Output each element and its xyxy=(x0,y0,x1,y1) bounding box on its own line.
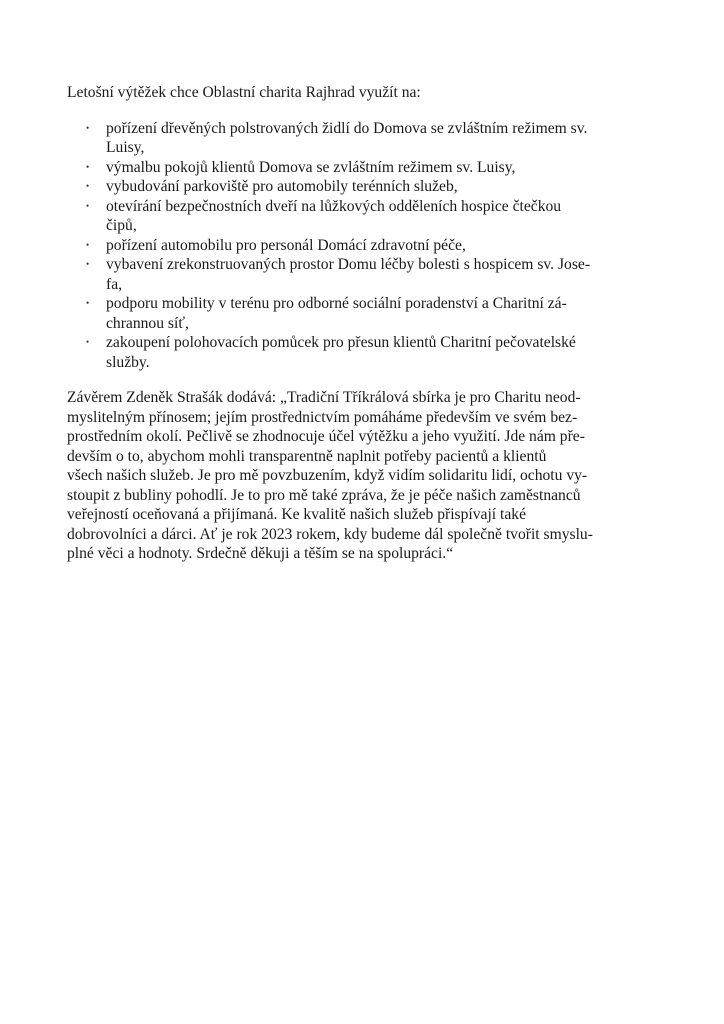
bullet-line: pořízení automobilu pro personál Domácí zdravotní péče, xyxy=(106,236,466,254)
closing-paragraph xyxy=(67,388,651,564)
intro-paragraph: Letošní výtěžek chce Oblastní charita Rajhrad využít na: xyxy=(67,84,421,101)
bullet-item xyxy=(67,158,651,178)
bullet-dot-icon: • xyxy=(86,259,90,269)
bullet-line: Luisy, xyxy=(106,139,145,156)
bullet-list xyxy=(67,119,651,373)
bullet-line: zakoupení polohovacích pomůcek pro přesun klientů Charitní pečovatelské xyxy=(106,334,576,351)
bullet-dot-icon: • xyxy=(86,200,90,211)
closing-line: myslitelným přínosem; jejím prostřednictvím pomáháme především ve svém bez- xyxy=(67,408,578,426)
bullet-line: služby. xyxy=(106,353,150,371)
bullet-dot-icon: • xyxy=(86,181,90,191)
closing-line: stoupit z bubliny pohodlí. Je to pro mě také zpráva, že je péče našich zaměstnanců xyxy=(67,486,581,504)
document-body xyxy=(67,83,651,564)
bullet-line: výmalbu pokojů klientů Domova se zvláštním režimem sv. Luisy, xyxy=(106,158,516,176)
bullet-line: čipů, xyxy=(106,217,137,234)
bullet-dot-icon: • xyxy=(86,298,90,308)
bullet-line: vybavení zrekonstruovaných prostor Domu léčby bolesti s hospicem sv. Jose- xyxy=(106,256,591,273)
bullet-item xyxy=(67,236,651,256)
closing-line: Závěrem Zdeněk Strašák dodává: „Tradiční Tříkrálová sbírka je pro Charitu neod- xyxy=(67,389,581,406)
bullet-item xyxy=(67,294,651,333)
bullet-line: chrannou síť, xyxy=(106,314,189,332)
closing-line: plné věci a hodnoty. Srdečně děkuji a těším se na spolupráci.“ xyxy=(67,545,454,562)
bullet-dot-icon: • xyxy=(86,161,90,172)
bullet-line: pořízení dřevěných polstrovaných židlí do Domova se zvláštním režimem sv. xyxy=(106,119,588,137)
bullet-line: podporu mobility v terénu pro odborné sociální poradenství a Charitní zá- xyxy=(106,295,567,312)
bullet-item xyxy=(67,119,651,158)
closing-line: všech našich služeb. Je pro mě povzbuzením, když vidím solidaritu lidí, ochotu vy- xyxy=(67,467,588,484)
bullet-line: vybudování parkoviště pro automobily terénních služeb, xyxy=(106,178,458,195)
closing-line: devším o to, abychom mohli transparentně naplnit potřeby pacientů a klientů xyxy=(67,447,547,465)
bullet-dot-icon: • xyxy=(86,337,90,347)
bullet-line: fa, xyxy=(106,275,123,293)
bullet-item xyxy=(67,177,651,197)
closing-line: veřejností oceňovaná a přijímaná. Ke kvalitě našich služeb přispívají také xyxy=(67,506,526,523)
bullet-item xyxy=(67,333,651,372)
closing-line: prostředním okolí. Pečlivě se zhodnocuje účel výtěžku a jeho využití. Jde nám pře- xyxy=(67,428,585,445)
bullet-line: otevírání bezpečnostních dveří na lůžkových odděleních hospice čtečkou xyxy=(106,197,562,215)
bullet-dot-icon: • xyxy=(86,122,90,133)
closing-line: dobrovolníci a dárci. Ať je rok 2023 rokem, kdy budeme dál společně tvořit smyslu- xyxy=(67,525,593,543)
bullet-item xyxy=(67,197,651,236)
bullet-dot-icon: • xyxy=(86,239,90,250)
bullet-item xyxy=(67,255,651,294)
